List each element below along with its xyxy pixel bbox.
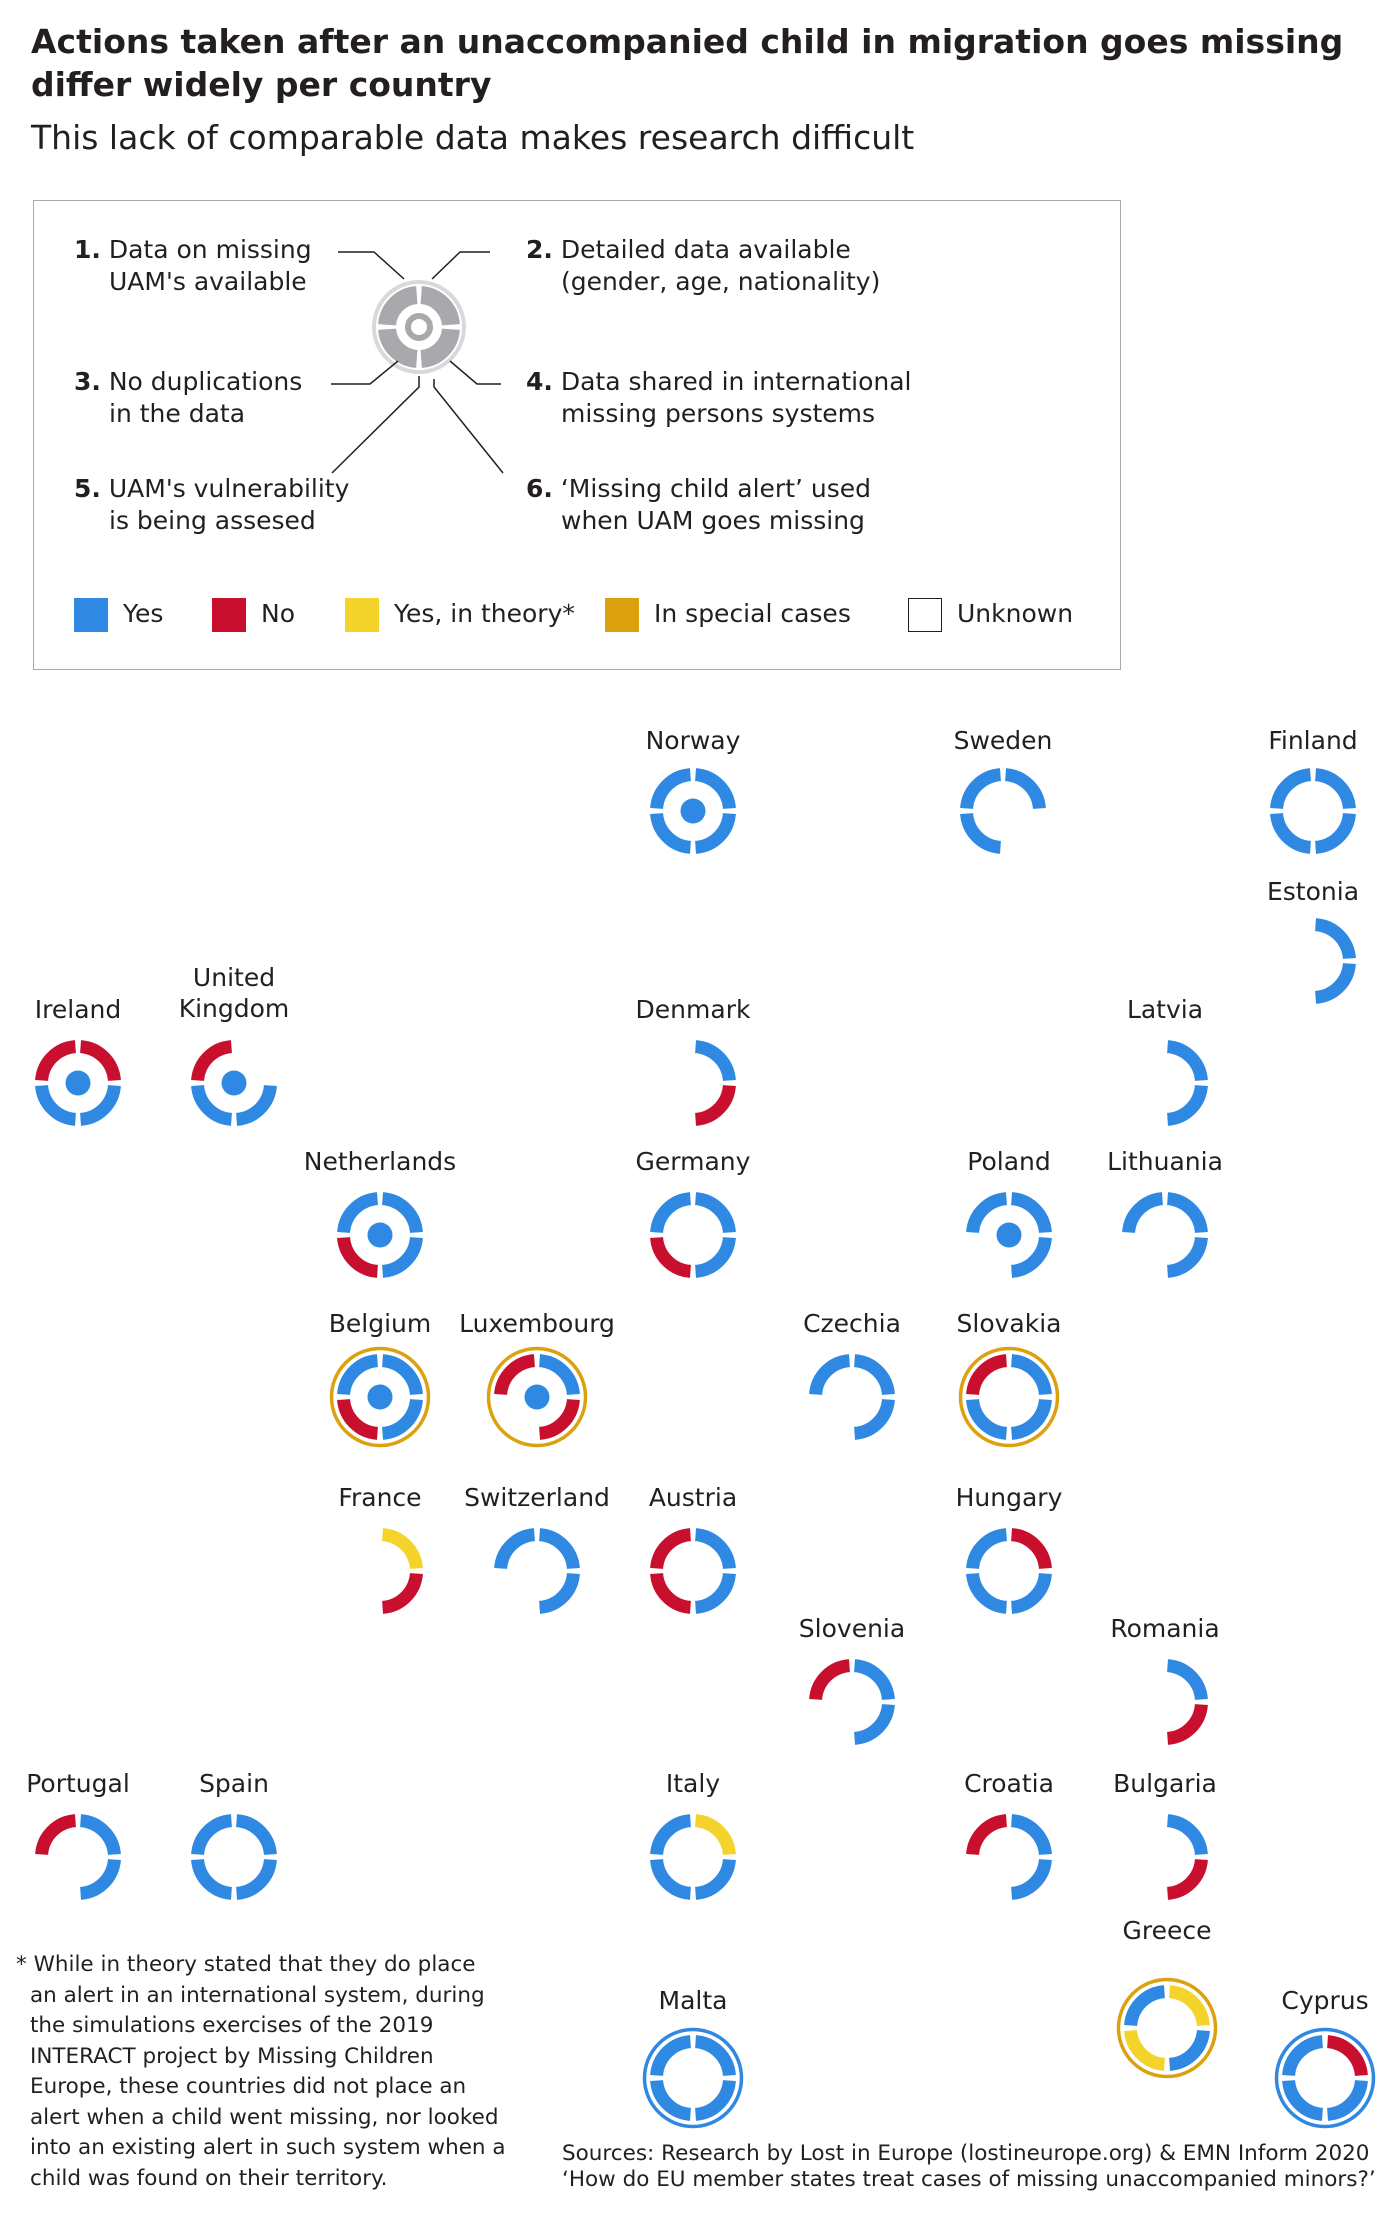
quadrant-top-left-malta bbox=[657, 2042, 691, 2076]
center-dot-netherlands bbox=[368, 1223, 393, 1248]
legend-item-4-line2: missing persons systems bbox=[561, 399, 876, 428]
sources bbox=[562, 2141, 1392, 2193]
quadrant-bottom-right-hungary bbox=[1012, 1574, 1046, 1608]
country-glyph-bulgaria bbox=[1168, 1821, 1202, 1894]
quadrant-top-right-latvia bbox=[1168, 1047, 1202, 1081]
quadrant-bottom-right-italy bbox=[696, 1860, 730, 1894]
quadrant-bottom-right-spain bbox=[237, 1860, 271, 1894]
quadrant-bottom-right-slovenia bbox=[855, 1705, 889, 1739]
country-label-lithuania: Lithuania bbox=[1107, 1147, 1223, 1176]
country-glyph-united-kingdom bbox=[198, 1047, 271, 1120]
quadrant-top-left-croatia bbox=[973, 1821, 1007, 1855]
center-dot-ireland bbox=[66, 1071, 91, 1096]
swatch-yes-in-theory-label: Yes, in theory* bbox=[394, 599, 575, 628]
legend-item-3-line2: in the data bbox=[109, 399, 246, 428]
quadrant-top-right-switzerland bbox=[540, 1535, 574, 1569]
country-glyph-france bbox=[383, 1535, 417, 1608]
country-glyph-finland bbox=[1277, 775, 1350, 848]
legend-item-5-line1: UAM's vulnerability bbox=[108, 474, 350, 503]
quadrant-top-right-finland bbox=[1316, 775, 1350, 809]
country-glyph-luxembourg bbox=[489, 1349, 586, 1446]
country-label-spain: Spain bbox=[199, 1769, 269, 1798]
quadrant-top-right-spain bbox=[237, 1821, 271, 1855]
country-label-sweden: Sweden bbox=[953, 726, 1053, 755]
center-dot-norway bbox=[681, 799, 706, 824]
quadrant-top-left-czechia bbox=[816, 1361, 850, 1395]
country-glyph-slovakia bbox=[961, 1349, 1058, 1446]
country-glyph-latvia bbox=[1168, 1047, 1202, 1120]
quadrant-bottom-left-greece bbox=[1131, 2031, 1165, 2065]
outer-ring-cyprus bbox=[1277, 2030, 1374, 2127]
quadrant-bottom-right-portugal bbox=[81, 1860, 115, 1894]
country-glyph-estonia bbox=[1316, 925, 1350, 998]
quadrant-bottom-right-croatia bbox=[1012, 1860, 1046, 1894]
quadrant-bottom-right-germany bbox=[696, 1238, 730, 1272]
quadrant-top-left-spain bbox=[198, 1821, 232, 1855]
quadrant-top-right-germany bbox=[696, 1199, 730, 1233]
quadrant-bottom-right-malta bbox=[696, 2081, 730, 2115]
footnote bbox=[16, 1950, 516, 2194]
quadrant-top-left-greece bbox=[1131, 1992, 1165, 2026]
legend-item-2-line1: Detailed data available bbox=[560, 235, 851, 264]
legend-item-6-number: 6. bbox=[526, 474, 553, 503]
country-glyph-croatia bbox=[973, 1821, 1046, 1894]
quadrant-bottom-left-austria bbox=[657, 1574, 691, 1608]
country-glyph-norway bbox=[657, 775, 730, 848]
quadrant-top-right-lithuania bbox=[1168, 1199, 1202, 1233]
center-dot-belgium bbox=[368, 1385, 393, 1410]
country-label-hungary: Hungary bbox=[955, 1483, 1063, 1512]
quadrant-top-right-estonia bbox=[1316, 925, 1350, 959]
country-glyph-romania bbox=[1168, 1666, 1202, 1739]
country-glyph-cyprus bbox=[1277, 2030, 1374, 2127]
quadrant-top-right-sweden bbox=[1006, 775, 1040, 809]
country-label-france: France bbox=[338, 1483, 422, 1512]
quadrant-top-right-malta bbox=[696, 2042, 730, 2076]
country-glyph-switzerland bbox=[501, 1535, 574, 1608]
legend-item-6-line2: when UAM goes missing bbox=[561, 506, 865, 535]
country-label-malta: Malta bbox=[658, 1986, 728, 2015]
country-glyph-czechia bbox=[816, 1361, 889, 1434]
country-glyph-netherlands bbox=[344, 1199, 417, 1272]
quadrant-bottom-left-sweden bbox=[967, 814, 1001, 848]
country-label-latvia: Latvia bbox=[1126, 995, 1204, 1024]
legend-item-6-line1: ‘Missing child alert’ used bbox=[560, 474, 872, 503]
quadrant-bottom-left-hungary bbox=[973, 1574, 1007, 1608]
quadrant-bottom-right-austria bbox=[696, 1574, 730, 1608]
country-label-cyprus: Cyprus bbox=[1281, 1986, 1369, 2015]
country-glyph-ireland bbox=[42, 1047, 115, 1120]
swatch-unknown-label: Unknown bbox=[957, 599, 1074, 628]
quadrant-top-right-denmark bbox=[696, 1047, 730, 1081]
quadrant-bottom-right-estonia bbox=[1316, 964, 1350, 998]
country-label-estonia: Estonia bbox=[1266, 877, 1360, 906]
country-label-united-kingdom: United Kingdom bbox=[178, 963, 290, 1023]
country-label-austria: Austria bbox=[648, 1483, 738, 1512]
country-label-netherlands: Netherlands bbox=[303, 1147, 457, 1176]
country-glyph-portugal bbox=[42, 1821, 115, 1894]
country-glyph-denmark bbox=[696, 1047, 730, 1120]
legend-item-1-line1: Data on missing bbox=[108, 235, 312, 264]
country-glyph-sweden bbox=[967, 775, 1040, 848]
quadrant-bottom-right-denmark bbox=[696, 1086, 730, 1120]
quadrant-bottom-right-cyprus bbox=[1328, 2081, 1362, 2115]
country-label-czechia: Czechia bbox=[803, 1309, 901, 1338]
legend-item-1-number: 1. bbox=[74, 235, 101, 264]
country-label-croatia: Croatia bbox=[964, 1769, 1054, 1798]
quadrant-bottom-left-malta bbox=[657, 2081, 691, 2115]
country-glyph-spain bbox=[198, 1821, 271, 1894]
country-label-slovenia: Slovenia bbox=[798, 1614, 906, 1643]
quadrant-bottom-right-romania bbox=[1168, 1705, 1202, 1739]
country-glyph-germany bbox=[657, 1199, 730, 1272]
quadrant-top-right-austria bbox=[696, 1535, 730, 1569]
quadrant-top-left-sweden bbox=[967, 775, 1001, 809]
legend-item-3-line1: No duplications bbox=[108, 367, 303, 396]
country-glyph-slovenia bbox=[816, 1666, 889, 1739]
quadrant-top-right-czechia bbox=[855, 1361, 889, 1395]
sources-line1: Sources: Research by Lost in Europe (lostineurope.org) & EMN Inform 2020 bbox=[562, 2141, 1370, 2166]
center-dot-united-kingdom bbox=[222, 1071, 247, 1096]
footnote-line1: * While in theory stated that they do place bbox=[16, 1952, 476, 1977]
country-glyph-lithuania bbox=[1129, 1199, 1202, 1272]
quadrant-top-right-croatia bbox=[1012, 1821, 1046, 1855]
country-label-poland: Poland bbox=[967, 1147, 1051, 1176]
country-label-greece: Greece bbox=[1122, 1916, 1212, 1945]
quadrant-top-left-austria bbox=[657, 1535, 691, 1569]
quadrant-top-left-finland bbox=[1277, 775, 1311, 809]
quadrant-top-right-romania bbox=[1168, 1666, 1202, 1700]
quadrant-top-left-portugal bbox=[42, 1821, 76, 1855]
country-label-bulgaria: Bulgaria bbox=[1113, 1769, 1217, 1798]
sources-line2: ‘How do EU member states treat cases of missing unaccompanied minors?’ bbox=[562, 2167, 1376, 2192]
quadrant-top-right-greece bbox=[1170, 1992, 1204, 2026]
legend-item-4-line1: Data shared in international bbox=[560, 367, 912, 396]
country-label-norway: Norway bbox=[645, 726, 741, 755]
country-glyph-greece bbox=[1119, 1980, 1216, 2077]
quadrant-top-right-france bbox=[383, 1535, 417, 1569]
quadrant-top-right-italy bbox=[696, 1821, 730, 1855]
quadrant-top-right-cyprus bbox=[1328, 2042, 1362, 2076]
quadrant-top-left-italy bbox=[657, 1821, 691, 1855]
swatch-no-label: No bbox=[261, 599, 295, 628]
country-label-finland: Finland bbox=[1268, 726, 1358, 755]
quadrant-top-right-slovenia bbox=[855, 1666, 889, 1700]
quadrant-top-right-hungary bbox=[1012, 1535, 1046, 1569]
quadrant-bottom-right-slovakia bbox=[1012, 1400, 1046, 1434]
chart-title: Actions taken after an unaccompanied child in migration goes missing differ widely per country bbox=[31, 22, 1344, 104]
quadrant-bottom-left-cyprus bbox=[1289, 2081, 1323, 2115]
center-dot-poland bbox=[997, 1223, 1022, 1248]
legend-item-1-line2: UAM's available bbox=[109, 267, 307, 296]
country-glyph-poland bbox=[973, 1199, 1046, 1272]
quadrant-bottom-right-finland bbox=[1316, 814, 1350, 848]
quadrant-top-right-bulgaria bbox=[1168, 1821, 1202, 1855]
country-label-luxembourg: Luxembourg bbox=[459, 1309, 615, 1338]
footnote-rest: an alert in an international system, during the simulations exercises of the 2019 INTERACT project by Missing Children Europe, these countries did not place an alert when a child went missing, nor looked into an existing alert in such system when a child was found on their territory. bbox=[30, 1982, 506, 2191]
quadrant-bottom-left-italy bbox=[657, 1860, 691, 1894]
swatch-in-special-cases-label: In special cases bbox=[654, 599, 851, 628]
chart-subtitle: This lack of comparable data makes research difficult bbox=[31, 118, 915, 157]
country-glyph-belgium bbox=[332, 1349, 429, 1446]
country-label-switzerland: Switzerland bbox=[464, 1483, 610, 1512]
center-dot-luxembourg bbox=[525, 1385, 550, 1410]
legend-item-2-number: 2. bbox=[526, 235, 553, 264]
quadrant-top-left-slovakia bbox=[973, 1361, 1007, 1395]
country-label-romania: Romania bbox=[1110, 1614, 1220, 1643]
quadrant-top-left-switzerland bbox=[501, 1535, 535, 1569]
quadrant-top-right-slovakia bbox=[1012, 1361, 1046, 1395]
quadrant-top-left-cyprus bbox=[1289, 2042, 1323, 2076]
quadrant-bottom-left-slovakia bbox=[973, 1400, 1007, 1434]
country-glyph-italy bbox=[657, 1821, 730, 1894]
quadrant-bottom-right-czechia bbox=[855, 1400, 889, 1434]
legend-item-5-line2: is being assesed bbox=[109, 506, 316, 535]
outer-ring-slovakia bbox=[961, 1349, 1058, 1446]
quadrant-bottom-left-spain bbox=[198, 1860, 232, 1894]
country-glyph-malta bbox=[645, 2030, 742, 2127]
country-label-germany: Germany bbox=[635, 1147, 751, 1176]
outer-ring-greece bbox=[1119, 1980, 1216, 2077]
quadrant-bottom-left-germany bbox=[657, 1238, 691, 1272]
quadrant-top-right-portugal bbox=[81, 1821, 115, 1855]
country-label-italy: Italy bbox=[665, 1769, 721, 1798]
quadrant-top-left-germany bbox=[657, 1199, 691, 1233]
country-label-slovakia: Slovakia bbox=[956, 1309, 1062, 1338]
quadrant-bottom-right-bulgaria bbox=[1168, 1860, 1202, 1894]
legend-item-4-number: 4. bbox=[526, 367, 553, 396]
country-glyph-austria bbox=[657, 1535, 730, 1608]
quadrant-bottom-right-greece bbox=[1170, 2031, 1204, 2065]
quadrant-bottom-right-france bbox=[383, 1574, 417, 1608]
quadrant-bottom-right-lithuania bbox=[1168, 1238, 1202, 1272]
quadrant-top-left-slovenia bbox=[816, 1666, 850, 1700]
legend-item-5-number: 5. bbox=[74, 474, 101, 503]
country-label-ireland: Ireland bbox=[34, 995, 122, 1024]
country-label-belgium: Belgium bbox=[328, 1309, 432, 1338]
legend-item-2-line2: (gender, age, nationality) bbox=[561, 267, 881, 296]
quadrant-bottom-left-finland bbox=[1277, 814, 1311, 848]
country-label-portugal: Portugal bbox=[26, 1769, 130, 1798]
quadrant-bottom-right-switzerland bbox=[540, 1574, 574, 1608]
quadrant-bottom-right-latvia bbox=[1168, 1086, 1202, 1120]
country-glyph-hungary bbox=[973, 1535, 1046, 1608]
quadrant-top-left-lithuania bbox=[1129, 1199, 1163, 1233]
outer-ring-malta bbox=[645, 2030, 742, 2127]
swatch-yes-label: Yes bbox=[123, 599, 164, 628]
legend-item-3-number: 3. bbox=[74, 367, 101, 396]
country-label-denmark: Denmark bbox=[635, 995, 751, 1024]
quadrant-top-left-hungary bbox=[973, 1535, 1007, 1569]
